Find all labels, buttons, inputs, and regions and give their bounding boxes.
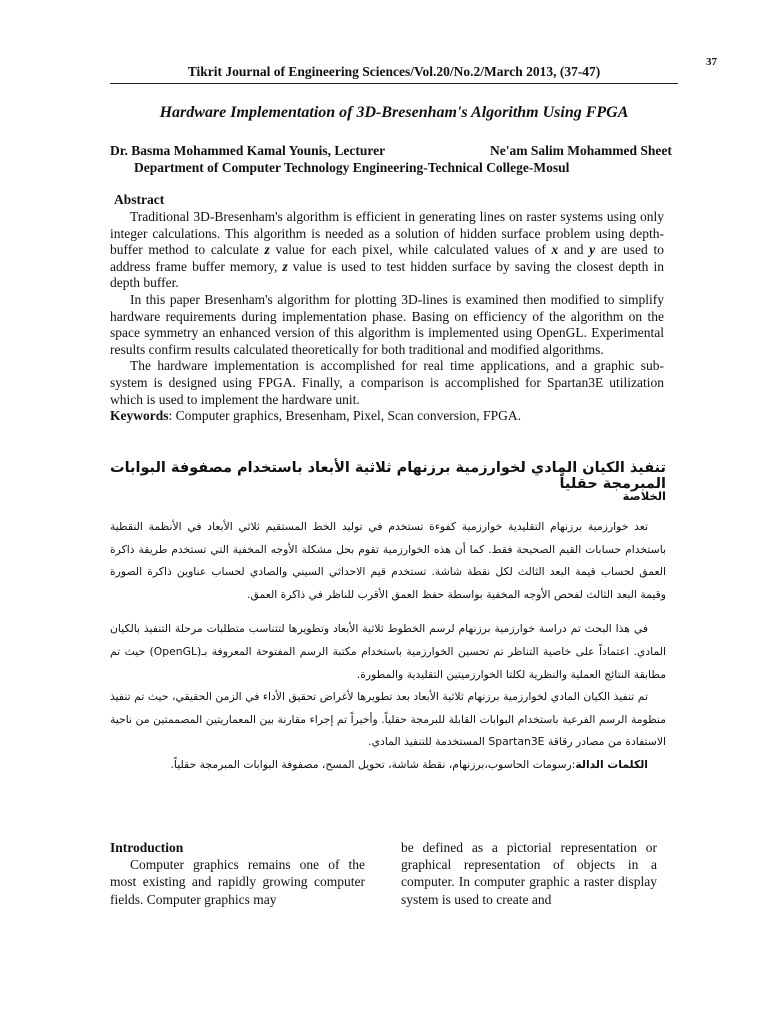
abstract-p1-text-a: Traditional 3D-Bresenham's algorithm is efficient in generating lines on raster systems using only integer calculations. This algorithm is needed as a solution of hidden surface problem using depth-buffer method to calculate (110, 209, 664, 258)
arabic-keywords (110, 754, 666, 777)
abstract-paragraph-2: In this paper Bresenham's algorithm for plotting 3D-lines is examined then modified to simplify hardware requirements during implementation phase. Basing on efficiency of the algorithm on the space symmetry an enhanced version of this algorithm is implemented using OpenGL. Experimental results confirm results calculated theoretically for both traditional and modified algorithms. (110, 291, 664, 357)
intro-right-text: be defined as a pictorial representation or graphical representation of objects in a computer. In computer graphic a raster display system is used to create and (401, 840, 657, 907)
abstract-p1-text-b: value for each pixel, while calculated values of (269, 242, 552, 258)
arabic-paragraph-2: في هذا البحث تم دراسة خوارزمية برزنهام لرسم الخطوط ثلاثية الأبعاد وتطويرها لتتناسب متطلبات مرحلة التنفيذ بالكيان المادي. اعتماداً على خاصية التناظر تم تحسين الخوارزمية باستخدام مكتبة الرسم المفتوحة المعروفة بـ(OpenGL) حيث تم مطابقة النتائج العملية والنظرية لكلتا الخوارزميتين التقليدية والمطورة. (110, 622, 666, 681)
paper-title: Hardware Implementation of 3D-Bresenham's Algorithm Using FPGA (159, 104, 629, 121)
arabic-paragraph-1: تعد خوارزمية برزنهام التقليدية خوارزمية كفوءة تستخدم في توليد الخط المستقيم ثلاثي الأبعاد في الأنظمة النقطية باستخدام حسابات القيم الصحيحة فقط. كما أن هذه الخوارزمية تقوم بحل مشكلة الأوجه المخفية التي تستخدم طريقة ذاكرة العمق لحساب قيمة البعد الثالث لكل نقطة شاشة. تستخدم قيم الاحداثي السيني والصادي لحساب عناوين ذاكرة الصورة وقيمة البعد الثالث لفحص الأوجه المخفية بواسطة حفظ العمق الأقرب للناظر في ذاكرة العمق. (110, 520, 666, 601)
keywords-label: Keywords (110, 408, 169, 424)
arabic-summary-heading: الخلاصة (622, 489, 666, 503)
abstract-p1-text-d: are used to address frame buffer memory, (110, 242, 664, 274)
abstract-body (110, 209, 664, 425)
abstract-paragraph-3: The hardware implementation is accomplished for real time applications, and a graphic sub-system is designed using FPGA. Finally, a comparison is accomplished for Spartan3E utilization which is used to implement the hardware unit. (110, 358, 664, 407)
author-second: Ne'am Salim Mohammed Sheet (490, 143, 672, 158)
department: Department of Computer Technology Engineering-Technical College-Mosul (134, 160, 570, 175)
var-x: x (551, 242, 559, 258)
abstract-p1-text-c: and (558, 242, 590, 258)
journal-header: Tikrit Journal of Engineering Sciences/Vol.20/No.2/March 2013, (37-47) (110, 64, 678, 84)
arabic-keywords-list: :رسومات الحاسوب،برزنهام، نقطة شاشة، تحويل المسح، مصفوفة البوابات المبرمجة حقلياً. (170, 757, 576, 771)
arabic-title: تنفيذ الكيان المادي لخوارزمية برزنهام ثلاثية الأبعاد باستخدام مصفوفة البوابات المبرمجة حقلياً (110, 460, 666, 492)
arabic-abstract (110, 516, 666, 777)
var-y: y (589, 242, 596, 258)
var-z: z (282, 258, 288, 274)
arabic-paragraph-3: تم تنفيذ الكيان المادي لخوارزمية برزنهام ثلاثية الأبعاد بعد تطويرها لأغراض تحقيق الأداء في الزمن الحقيقي، حيث تم تنفيذ منظومة الرسم الفرعية باستخدام البوابات القابلة للبرمجة حقلياً. وأخيراً تم إجراء مقارنة بين المعماريتين المصممتين من ناحية الاستفادة من مصادر رقاقة Spartan3E المستخدمة للتنفيذ المادي. (110, 690, 666, 749)
abstract-paragraph-1 (110, 209, 664, 292)
arabic-keywords-label: الكلمات الدالة (575, 757, 648, 771)
var-z: z (264, 242, 270, 258)
intro-left-text: Computer graphics remains one of the most existing and rapidly growing computer fields. Computer graphics may (110, 857, 365, 907)
page-number: 37 (706, 56, 717, 68)
intro-left-column (110, 839, 365, 908)
keywords-list: : Computer graphics, Bresenham, Pixel, Scan conversion, FPGA. (168, 408, 521, 424)
introduction-heading: Introduction (110, 840, 184, 855)
intro-right-column (401, 839, 657, 908)
author-first: Dr. Basma Mohammed Kamal Younis, Lecturer (110, 143, 386, 158)
abstract-p1-text-e: value is used to test hidden surface by saving the closest depth in depth buffer. (110, 258, 664, 291)
abstract-heading: Abstract (114, 192, 165, 207)
keywords (110, 408, 664, 425)
